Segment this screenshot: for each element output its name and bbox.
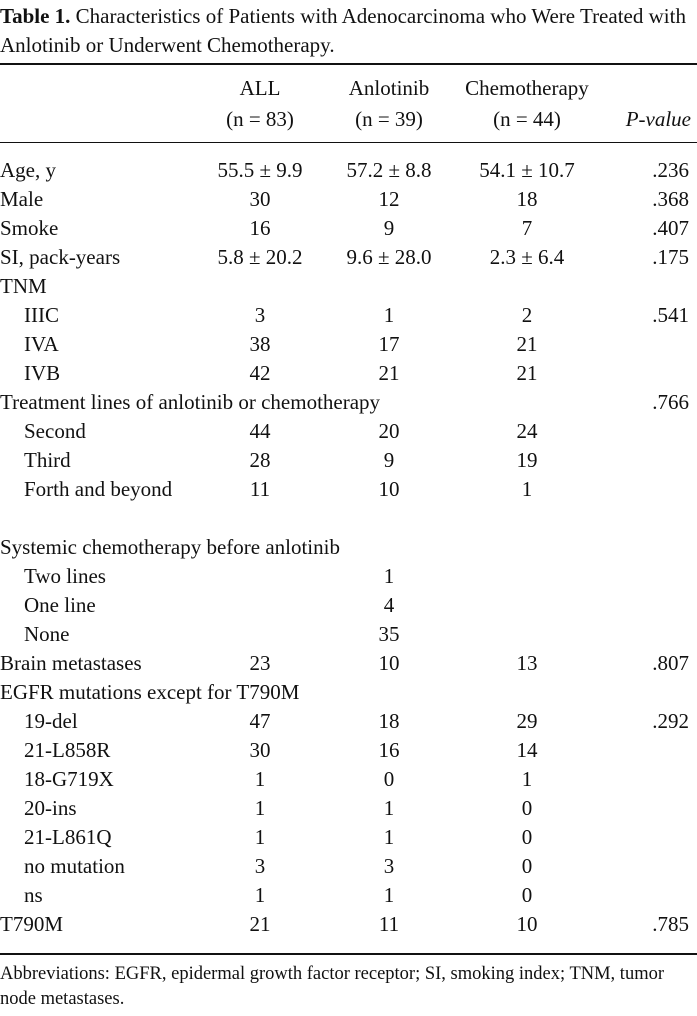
cell-pvalue: .292	[652, 709, 689, 733]
cell-anlotinib: 1	[383, 303, 395, 327]
cell-anlotinib: 17	[378, 332, 400, 356]
header-chemotherapy-n: (n = 44)	[493, 107, 561, 131]
cell-anlotinib: 9.6 ± 28.0	[346, 245, 432, 269]
cell-chemotherapy: 21	[516, 361, 538, 385]
header-pvalue: P-value	[625, 107, 691, 131]
row-label: Third	[24, 448, 71, 472]
table-row	[0, 388, 697, 417]
cell-anlotinib: 9	[383, 448, 395, 472]
table-row	[0, 301, 697, 330]
row-label: IIIC	[24, 303, 59, 327]
cell-anlotinib: 3	[383, 854, 395, 878]
row-label: Treatment lines of anlotinib or chemotherapy	[0, 390, 381, 414]
header-all-n: (n = 83)	[226, 107, 294, 131]
cell-anlotinib: 1	[383, 825, 395, 849]
row-label: IVA	[24, 332, 59, 356]
row-label: 21-L861Q	[24, 825, 112, 849]
row-label: EGFR mutations except for T790M	[0, 680, 300, 704]
cell-chemotherapy: 54.1 ± 10.7	[479, 158, 575, 182]
table-row	[0, 707, 697, 736]
table-row	[0, 475, 697, 533]
cell-anlotinib: 20	[378, 419, 400, 443]
row-label: T790M	[0, 912, 63, 936]
table-row	[0, 881, 697, 910]
cell-all: 1	[254, 796, 266, 820]
cell-all: 38	[249, 332, 271, 356]
table-row	[0, 330, 697, 359]
row-label: SI, pack-years	[0, 245, 121, 269]
table-row	[0, 852, 697, 881]
cell-chemotherapy: 21	[516, 332, 538, 356]
table-caption	[0, 2, 697, 60]
table-row	[0, 823, 697, 852]
cell-all: 1	[254, 825, 266, 849]
row-label: Male	[0, 187, 44, 211]
cell-pvalue: .766	[652, 390, 689, 414]
cell-chemotherapy: 29	[516, 709, 538, 733]
row-label: ns	[24, 883, 43, 907]
cell-chemotherapy: 1	[521, 477, 533, 501]
cell-all: 23	[249, 651, 271, 675]
cell-pvalue: .236	[652, 158, 689, 182]
table-row	[0, 185, 697, 214]
cell-chemotherapy: 10	[516, 912, 538, 936]
cell-anlotinib: 11	[378, 912, 400, 936]
row-label: Two lines	[24, 564, 106, 588]
table-row	[0, 591, 697, 620]
top-rule	[0, 63, 697, 65]
cell-chemotherapy: 19	[516, 448, 538, 472]
cell-pvalue: .785	[652, 912, 689, 936]
table-row	[0, 910, 697, 939]
cell-pvalue: .541	[652, 303, 689, 327]
cell-anlotinib: 9	[383, 216, 395, 240]
cell-chemotherapy: 13	[516, 651, 538, 675]
cell-chemotherapy: 2.3 ± 6.4	[489, 245, 565, 269]
table-row	[0, 562, 697, 591]
row-label: Second	[24, 419, 86, 443]
cell-anlotinib: 16	[378, 738, 400, 762]
table-row	[0, 243, 697, 272]
table-body	[0, 156, 697, 939]
header-anlotinib	[330, 73, 448, 135]
cell-all: 44	[249, 419, 271, 443]
header-anlotinib-n: (n = 39)	[355, 107, 423, 131]
row-label: TNM	[0, 274, 47, 298]
header-all	[200, 73, 320, 135]
cell-all: 30	[249, 187, 271, 211]
row-label: 19-del	[24, 709, 78, 733]
table-row	[0, 533, 697, 562]
cell-anlotinib: 1	[383, 883, 395, 907]
cell-chemotherapy: 0	[521, 883, 533, 907]
header-all-title: ALL	[239, 76, 281, 100]
table-row	[0, 359, 697, 388]
cell-chemotherapy: 24	[516, 419, 538, 443]
row-label: Forth and beyond	[24, 477, 173, 501]
row-label: no mutation	[24, 854, 125, 878]
cell-all: 30	[249, 738, 271, 762]
cell-anlotinib: 10	[378, 651, 400, 675]
cell-pvalue: .407	[652, 216, 689, 240]
header-chemotherapy	[452, 73, 602, 135]
cell-pvalue: .368	[652, 187, 689, 211]
row-label: Systemic chemotherapy before anlotinib	[0, 535, 340, 559]
header-rule	[0, 142, 697, 143]
cell-pvalue: .175	[652, 245, 689, 269]
row-label: 21-L858R	[24, 738, 111, 762]
cell-anlotinib: 35	[378, 622, 400, 646]
table-row	[0, 156, 697, 185]
table-row	[0, 736, 697, 765]
cell-anlotinib: 12	[378, 187, 400, 211]
row-label: 18-G719X	[24, 767, 114, 791]
cell-all: 3	[254, 854, 266, 878]
cell-chemotherapy: 7	[521, 216, 533, 240]
table-caption-text: Characteristics of Patients with Adenocarcinoma who Were Treated with Anlotinib or Underwent Chemotherapy.	[0, 4, 686, 57]
cell-chemotherapy: 0	[521, 854, 533, 878]
cell-chemotherapy: 0	[521, 796, 533, 820]
cell-all: 21	[249, 912, 271, 936]
row-label: 20-ins	[24, 796, 77, 820]
row-label: Age, y	[0, 158, 56, 182]
table-row	[0, 446, 697, 475]
cell-pvalue: .807	[652, 651, 689, 675]
bottom-rule	[0, 953, 697, 955]
cell-all: 28	[249, 448, 271, 472]
row-label: IVB	[24, 361, 61, 385]
row-label: Smoke	[0, 216, 59, 240]
cell-chemotherapy: 0	[521, 825, 533, 849]
cell-all: 47	[249, 709, 271, 733]
cell-chemotherapy: 2	[521, 303, 533, 327]
cell-all: 16	[249, 216, 271, 240]
cell-chemotherapy: 18	[516, 187, 538, 211]
table-row	[0, 794, 697, 823]
table-row	[0, 765, 697, 794]
cell-all: 1	[254, 883, 266, 907]
cell-anlotinib: 0	[383, 767, 395, 791]
cell-anlotinib: 10	[378, 477, 400, 501]
table-row	[0, 214, 697, 243]
table-row	[0, 620, 697, 649]
cell-all: 1	[254, 767, 266, 791]
table-footnote: Abbreviations: EGFR, epidermal growth factor receptor; SI, smoking index; TNM, tumor node metastases.	[0, 964, 664, 1009]
cell-chemotherapy: 14	[516, 738, 538, 762]
row-label: One line	[24, 593, 96, 617]
row-label: Brain metastases	[0, 651, 142, 675]
header-anlotinib-title: Anlotinib	[348, 76, 430, 100]
cell-anlotinib: 1	[383, 796, 395, 820]
table-caption-label: Table 1.	[0, 4, 71, 28]
cell-all: 11	[249, 477, 271, 501]
table-row	[0, 649, 697, 678]
cell-all: 5.8 ± 20.2	[217, 245, 303, 269]
cell-anlotinib: 57.2 ± 8.8	[346, 158, 432, 182]
cell-anlotinib: 21	[378, 361, 400, 385]
row-label: None	[24, 622, 70, 646]
cell-anlotinib: 4	[383, 593, 395, 617]
cell-anlotinib: 18	[378, 709, 400, 733]
header-chemotherapy-title: Chemotherapy	[465, 76, 589, 100]
cell-all: 3	[254, 303, 266, 327]
cell-anlotinib: 1	[383, 564, 395, 588]
cell-chemotherapy: 1	[521, 767, 533, 791]
table-row	[0, 678, 697, 707]
cell-all: 55.5 ± 9.9	[217, 158, 303, 182]
cell-all: 42	[249, 361, 271, 385]
table-row	[0, 272, 697, 301]
table-row	[0, 417, 697, 446]
